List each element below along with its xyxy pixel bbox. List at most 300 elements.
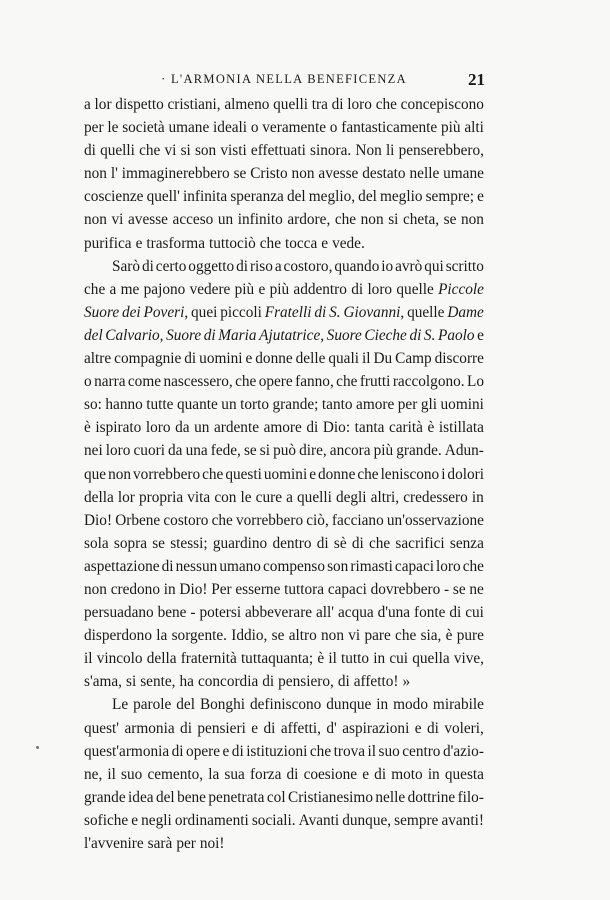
word: di <box>316 534 329 552</box>
word: frutti <box>359 373 391 391</box>
word: sempre <box>394 811 439 829</box>
word: speranza <box>230 188 284 206</box>
word: il <box>361 350 371 368</box>
word: coesione <box>303 765 358 783</box>
word: » <box>402 673 411 691</box>
word: di <box>409 326 422 344</box>
word: più <box>373 442 394 460</box>
text-line <box>84 162 484 185</box>
word: in <box>376 696 389 714</box>
word: piccoli <box>220 303 262 321</box>
word: Suore <box>326 326 362 344</box>
word: di <box>286 765 299 783</box>
word: pajono <box>143 280 186 298</box>
text-line <box>84 486 484 509</box>
word: di <box>449 604 462 622</box>
word: quella <box>412 650 450 668</box>
word: suo <box>121 765 143 783</box>
word: vorrebbero <box>235 511 304 529</box>
word: le <box>107 119 119 137</box>
word: e <box>135 234 143 252</box>
word: facciano <box>331 511 384 529</box>
word: un <box>217 211 234 229</box>
text-line <box>84 670 484 693</box>
word: tocca <box>284 234 318 252</box>
word: pure <box>456 627 484 645</box>
word: altri, <box>370 488 400 506</box>
word: dovrebbero <box>370 580 441 598</box>
word: e <box>222 742 230 760</box>
word: il <box>84 650 93 668</box>
word: o <box>250 119 259 137</box>
word: di <box>351 280 364 298</box>
text-line <box>84 693 484 716</box>
word: ardente <box>213 419 259 437</box>
word: che <box>357 465 379 483</box>
word: tanto <box>321 396 353 414</box>
word: si <box>388 211 399 229</box>
word: quali <box>328 350 359 368</box>
word: questi <box>225 465 262 483</box>
word: questa <box>444 765 484 783</box>
word: quei <box>191 303 218 321</box>
word: e <box>414 719 422 737</box>
word: dispetto <box>115 96 164 113</box>
word: sopra <box>113 534 148 552</box>
word: una <box>185 442 208 460</box>
word: loro <box>105 442 131 460</box>
word: son <box>194 142 217 160</box>
word: vita <box>187 488 211 506</box>
word: capaci <box>394 557 434 575</box>
word: in <box>163 580 176 598</box>
word: pare <box>364 627 391 645</box>
word: S. <box>329 303 341 321</box>
text-line <box>84 255 484 278</box>
word: acceso <box>172 211 214 229</box>
word: che <box>211 511 233 529</box>
word: destato <box>362 165 406 183</box>
word: un'osservazione <box>386 511 484 529</box>
word: me <box>120 280 140 298</box>
word: ordinamenti <box>174 811 249 829</box>
paragraph <box>84 93 484 255</box>
word: che <box>462 557 484 575</box>
word: Cristo <box>250 165 288 183</box>
word: meglio, <box>308 188 356 206</box>
word: dunque, <box>342 811 392 829</box>
text-line <box>84 347 484 370</box>
word: dottrine <box>407 788 456 806</box>
word: nascessero, <box>163 373 233 391</box>
word: degli <box>335 488 367 506</box>
word: io <box>381 257 394 275</box>
word: dire, <box>299 442 327 460</box>
word: a <box>84 96 91 113</box>
word: che <box>235 373 257 391</box>
text-line <box>84 463 484 486</box>
word: fonte <box>414 604 446 622</box>
word: cemento, <box>147 765 204 783</box>
word: altre <box>84 350 112 368</box>
word: in <box>427 765 440 783</box>
word: Paolo <box>437 326 475 344</box>
word: suo <box>378 742 400 760</box>
word: lor <box>117 488 135 506</box>
word: è <box>445 627 453 645</box>
text-line <box>84 185 484 208</box>
text-line <box>84 301 484 324</box>
word: che <box>336 373 358 391</box>
text-line <box>84 278 484 301</box>
word: Giovanni, <box>343 303 405 321</box>
word: e <box>258 280 266 298</box>
word: immaginerebbero <box>121 165 230 183</box>
word: che <box>368 534 391 552</box>
word: dei <box>121 303 141 321</box>
word: vede. <box>332 234 365 252</box>
word: è <box>84 419 91 437</box>
text-line <box>84 416 484 439</box>
text-line <box>84 786 484 809</box>
word: sempre; <box>425 188 475 206</box>
word: sacrifici <box>395 534 445 552</box>
word: o <box>329 119 338 137</box>
word: sua <box>224 765 245 783</box>
word: che <box>309 742 332 760</box>
word: la <box>156 627 168 645</box>
word: loro <box>145 419 171 437</box>
word: a <box>286 488 293 506</box>
word: Dio! <box>84 511 113 529</box>
word: di <box>231 742 244 760</box>
word: nelle <box>409 165 440 183</box>
word: sorgente. <box>171 627 227 645</box>
word: le <box>240 488 252 506</box>
word: raccolgono. <box>392 373 465 391</box>
text-line <box>84 601 484 624</box>
word: avanti! <box>441 811 484 829</box>
word: vi <box>164 142 177 160</box>
word: modo <box>393 696 428 714</box>
text-line <box>84 393 484 416</box>
word: ne <box>469 580 484 598</box>
word: uomini <box>199 350 243 368</box>
word: oggetto <box>188 257 235 275</box>
word: da <box>168 442 183 460</box>
word: che <box>202 465 224 483</box>
word: Dame <box>447 303 484 321</box>
word: se <box>233 165 247 183</box>
word: definiscono <box>249 696 322 714</box>
word: il <box>107 765 116 783</box>
word: opere <box>186 742 221 760</box>
text-line <box>84 832 484 855</box>
paragraph <box>84 255 484 694</box>
word: quelli <box>273 96 308 113</box>
word: trasforma <box>146 234 205 252</box>
text-line <box>84 647 484 670</box>
word: narra <box>94 373 126 391</box>
word: che <box>259 234 281 252</box>
word: ha <box>179 673 194 691</box>
word: Du <box>373 350 393 368</box>
word: si <box>180 142 191 160</box>
word: e <box>245 350 253 368</box>
word: o <box>84 373 92 391</box>
word: sinora. <box>310 142 352 160</box>
word: è <box>317 650 325 668</box>
word: del <box>155 788 175 806</box>
word: per <box>397 396 418 414</box>
word: di <box>263 719 276 737</box>
word: esserne <box>235 580 281 598</box>
word: che <box>84 280 106 298</box>
text-line <box>84 555 484 578</box>
word: amore <box>356 396 395 414</box>
word: d' <box>326 719 337 737</box>
word: effettuati <box>250 142 306 160</box>
word: per <box>176 835 196 852</box>
word: di <box>203 326 216 344</box>
text-line <box>84 232 484 255</box>
word: di <box>337 673 350 691</box>
word: cure <box>255 488 282 506</box>
word: non <box>84 165 107 183</box>
word: parole <box>133 696 172 714</box>
word: tuttociò <box>209 234 256 252</box>
word: disperdono <box>84 627 152 645</box>
word: più <box>269 280 290 298</box>
word: un <box>221 396 237 414</box>
word: Iddio, <box>231 627 268 645</box>
word: di <box>374 765 387 783</box>
word: che <box>395 627 417 645</box>
word: che <box>334 211 357 229</box>
word: Cieche <box>364 326 407 344</box>
word: armonia <box>124 719 175 737</box>
word: meglio <box>379 188 423 206</box>
word: l'avvenire <box>84 835 144 852</box>
word: credessero <box>403 488 468 506</box>
word: loro <box>436 557 461 575</box>
text-line <box>84 763 484 786</box>
word: lor <box>94 96 112 113</box>
word: grande <box>84 788 126 806</box>
word: tutto <box>341 650 370 668</box>
word: visti <box>220 142 247 160</box>
word: fanno, <box>295 373 334 391</box>
text-line <box>84 208 484 231</box>
word: tuttora <box>284 580 325 598</box>
word: quest' <box>84 719 120 737</box>
word: uomini <box>440 396 484 414</box>
word: cui <box>465 604 484 622</box>
word: Bonghi <box>199 696 245 714</box>
word: se <box>243 442 257 460</box>
word: del <box>84 326 103 344</box>
word: sola <box>84 534 109 552</box>
word: si <box>126 673 137 691</box>
word: altro <box>288 627 317 645</box>
word: di <box>161 557 174 575</box>
word: vi <box>111 211 124 229</box>
running-head: · L'ARMONIA NELLA BENEFICENZA <box>161 72 407 86</box>
word: quelle <box>396 280 434 298</box>
word: più <box>234 280 255 298</box>
word: da <box>175 419 190 437</box>
word: uomini <box>263 465 308 483</box>
word: alti <box>464 119 484 137</box>
word: la <box>208 765 220 783</box>
word: costoro <box>163 511 209 529</box>
word: tuttaquanta; <box>240 650 314 668</box>
word: cuori <box>133 442 165 460</box>
word: fraternità <box>180 650 237 668</box>
word: capaci <box>327 580 367 598</box>
word: della <box>84 488 114 506</box>
word: con <box>214 488 237 506</box>
word: affetti, <box>280 719 321 737</box>
word: hanno <box>105 396 143 414</box>
word: compenso <box>263 557 326 575</box>
word: ispirato <box>95 419 142 437</box>
word: sia, <box>420 627 442 645</box>
word: pensieri <box>197 719 246 737</box>
word: non <box>84 580 107 598</box>
word: aspirazioni <box>342 719 410 737</box>
word: se <box>271 627 285 645</box>
word: istillata <box>438 419 484 437</box>
word: amore <box>263 419 302 437</box>
word: Le <box>112 696 129 714</box>
word: e <box>477 188 484 206</box>
word: quando <box>334 257 380 275</box>
word: dolori <box>447 465 484 483</box>
word: purifica <box>84 234 132 252</box>
word: quest'armonia <box>84 742 170 760</box>
word: di <box>141 257 154 275</box>
word: e <box>251 719 259 737</box>
word: credono <box>110 580 160 598</box>
word: concepiscono <box>400 96 484 113</box>
word: fantasticamente <box>341 119 438 137</box>
word: può <box>273 442 297 460</box>
word: pensiero, <box>278 673 334 691</box>
word: Non <box>355 142 382 160</box>
word: acqua <box>337 604 374 622</box>
word: d'una <box>377 604 411 622</box>
word: avesse <box>128 211 168 229</box>
text-line <box>84 624 484 647</box>
page-header <box>84 72 484 92</box>
word: non <box>321 627 344 645</box>
word: almeno <box>224 96 270 113</box>
word: fede, <box>210 442 241 460</box>
word: Camp <box>395 350 432 368</box>
word: donne <box>255 350 293 368</box>
word: Orbene <box>115 511 161 529</box>
word: dunque <box>326 696 372 714</box>
word: centro <box>402 742 441 760</box>
word: il <box>328 650 337 668</box>
word: di <box>184 350 197 368</box>
paragraph <box>84 693 484 855</box>
word: di <box>236 257 249 275</box>
page-number: 21 <box>468 70 485 89</box>
word: Poveri, <box>143 303 189 321</box>
word: ideali <box>213 119 248 137</box>
word: Sarò <box>112 257 141 275</box>
word: quelli <box>297 488 332 506</box>
word: ciò, <box>306 511 329 529</box>
word: moto <box>391 765 423 783</box>
word: penetrata <box>208 788 265 806</box>
word: di <box>306 419 319 437</box>
word: di <box>427 719 439 737</box>
word: di <box>84 142 96 160</box>
word: concordia <box>197 673 259 691</box>
word: guardino <box>212 534 268 552</box>
word: non <box>291 165 315 183</box>
word: addentro <box>293 280 347 298</box>
word: di <box>171 742 184 760</box>
word: bene <box>177 788 206 806</box>
word: col <box>266 788 286 806</box>
word: infinita <box>183 188 228 206</box>
word: sociali. <box>251 811 296 829</box>
word: opere <box>258 373 293 391</box>
word: quelle <box>407 303 445 321</box>
text-line <box>84 717 484 740</box>
word: ardore, <box>287 211 331 229</box>
word: vi <box>348 627 361 645</box>
word: vive, <box>453 650 484 668</box>
word: aspettazione <box>84 557 160 575</box>
word: a <box>274 257 282 275</box>
word: discorre <box>434 350 484 368</box>
body-text <box>84 93 484 855</box>
word: Piccole <box>438 280 484 298</box>
word: nessun <box>175 557 218 575</box>
word: Adun- <box>444 442 484 460</box>
word: Lo <box>467 373 484 391</box>
word: del <box>286 188 306 206</box>
word: Per <box>211 580 232 598</box>
word: negli <box>141 811 172 829</box>
word: trova <box>333 742 366 760</box>
word: tutte <box>146 396 174 414</box>
word: Avanti <box>298 811 340 829</box>
word: son <box>327 557 349 575</box>
text-line <box>84 139 484 162</box>
word: un <box>194 419 210 437</box>
word: Dio! <box>179 580 208 598</box>
word: mirabile <box>432 696 484 714</box>
word: vorrebbero <box>133 465 201 483</box>
word: Suore <box>84 303 120 321</box>
text-line <box>84 809 484 832</box>
word: non <box>360 211 384 229</box>
text-line <box>84 324 484 347</box>
word: all' <box>316 604 335 622</box>
word: tra <box>311 96 328 113</box>
word: que <box>84 465 107 483</box>
word: stessi; <box>170 534 208 552</box>
word: sofiche <box>84 811 129 829</box>
text-line <box>84 532 484 555</box>
word: avesse <box>318 165 359 183</box>
